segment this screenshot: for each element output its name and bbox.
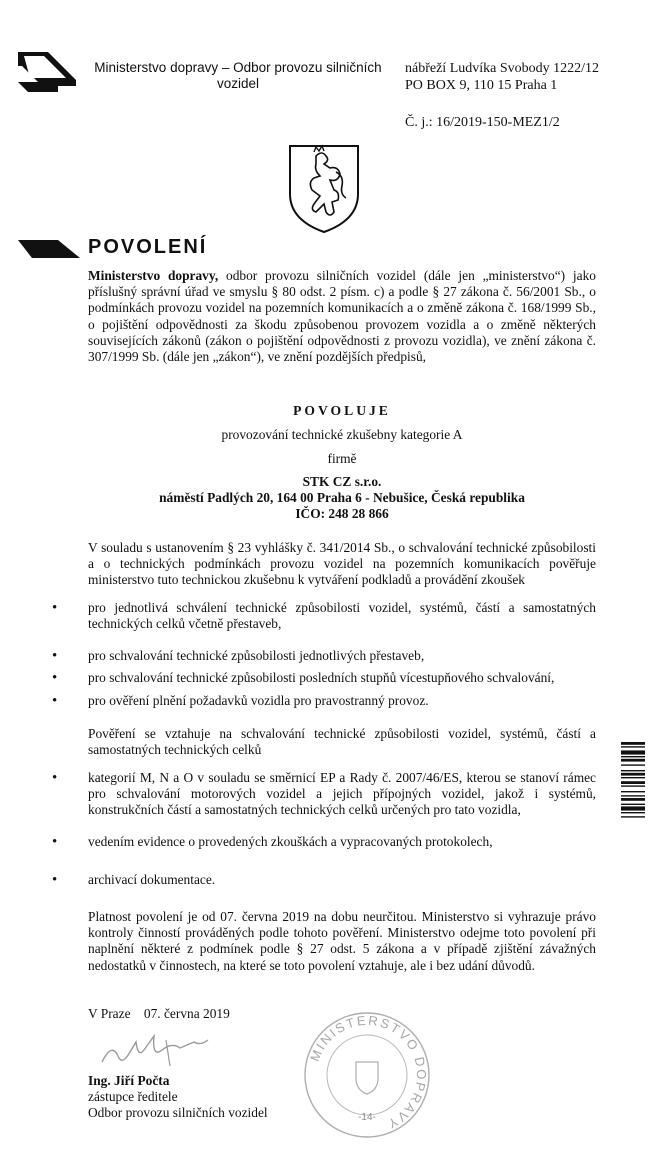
list-item — [52, 834, 596, 850]
barcode-bar — [621, 773, 645, 776]
bullet-icon: • — [52, 648, 58, 664]
barcode — [621, 742, 645, 840]
list-item — [52, 770, 596, 819]
firm-address: náměstí Padlých 20, 164 00 Praha 6 - Nebušice, Česká republika — [159, 490, 525, 505]
list-item-text: pro schvalování technické způsobilosti posledních stupňů vícestupňového schvalování, — [88, 670, 555, 685]
barcode-bar — [621, 795, 645, 796]
bullet-icon: • — [52, 770, 58, 786]
ministry-address — [405, 60, 599, 94]
address-line1: nábřeží Ludvíka Svobody 1222/12 — [405, 61, 600, 76]
intro-lead: Ministerstvo dopravy, — [88, 268, 219, 283]
barcode-bar — [621, 781, 645, 784]
ministry-name-line2: vozidel — [216, 76, 260, 91]
signatory-role: zástupce ředitele — [88, 1089, 178, 1104]
list-item-text: pro ověření plnění požadavků vozidla pro pravostranný provoz. — [88, 693, 429, 708]
list-item-text: pro schvalování technické způsobilosti jednotlivých přestaveb, — [88, 648, 425, 663]
signatory-name: Ing. Jiří Počta — [88, 1073, 170, 1088]
bullet-icon: • — [52, 834, 58, 850]
barcode-bar — [621, 812, 645, 813]
official-stamp — [300, 1008, 434, 1142]
signing-place-date: V Praze 07. června 2019 — [88, 1006, 230, 1021]
bullet-icon: • — [52, 600, 58, 616]
ministry-name — [88, 60, 388, 92]
list-item-text: kategorií M, N a O v souladu se směrnicí EP a Rady č. 2007/46/ES, kterou se stanoví rámec pro schvalování motorových vozidel a jejich přípojných vozidel, jakož i systémů, konstrukčních částí a samostatných technických celků určených pro tato vozidla, — [88, 770, 596, 818]
reference-number: Č. j.: 16/2019-150-MEZ1/2 — [405, 115, 560, 130]
barcode-bar — [621, 750, 645, 754]
barcode-bar — [621, 770, 645, 771]
firm-name: STK CZ s.r.o. — [302, 474, 382, 489]
bullet-icon: • — [52, 872, 58, 888]
signatory-department: Odbor provozu silničních vozidel — [88, 1105, 268, 1120]
list-item — [52, 670, 596, 686]
list-item — [52, 872, 596, 888]
barcode-bar — [621, 798, 645, 801]
list-item — [52, 693, 596, 709]
intro-paragraph — [88, 268, 596, 365]
barcode-bar — [621, 742, 645, 745]
barcode-bar — [621, 777, 645, 778]
barcode-bar — [621, 785, 645, 786]
list-item — [52, 600, 596, 632]
signature-image — [96, 1028, 246, 1072]
barcode-bar — [621, 806, 645, 810]
address-line2: PO BOX 9, 110 15 Praha 1 — [405, 78, 558, 93]
bullet-icon: • — [52, 670, 58, 686]
firm-ico: IČO: 248 28 866 — [295, 506, 389, 521]
list-item-text: pro jednotlivá schválení technické způsobilosti vozidel, systémů, částí a samostatných technických celků včetně přestaveb, — [88, 600, 596, 632]
list-item — [52, 648, 596, 664]
decision-verb: POVOLUJE — [293, 403, 391, 418]
firm-label: firmě — [327, 451, 357, 466]
ministry-name-line1: Ministerstvo dopravy – Odbor provozu silničních — [94, 60, 382, 75]
title-mark-icon — [18, 240, 80, 258]
stamp-text: MINISTERSTVO DOPRAVY — [307, 1012, 430, 1133]
list-item-text: archivací dokumentace. — [88, 872, 216, 887]
scope-intro: Pověření se vztahuje na schvalování technické způsobilosti vozidel, systémů, částí a samostatných technických celků — [88, 726, 596, 758]
barcode-bar — [621, 756, 645, 757]
list-item-text: vedením evidence o provedených zkouškách a vypracovaných protokolech, — [88, 834, 493, 849]
permit-object: provozování technické zkušebny kategorie A — [221, 427, 463, 442]
intro-body: odbor provozu silničních vozidel (dále jen „ministerstvo“) jako příslušný správní úřad ve smyslu § 80 odst. 2 písm. c) a podle § 27 zákona č. 56/2001 Sb., o podmínkách provozu vozidel na pozemních komunikacích a o změně zákona č. 168/1999 Sb., o pojištění odpovědnosti za škodu způsobenou provozem vozidla a o změně některých souvisejících zákonů (zákon o pojištění odpovědnosti z provozu vozidla), ve znění zákona č. 307/1999 Sb. (dále jen „zákon“), ve znění pozdějších předpisů, — [88, 268, 596, 365]
bullet-icon: • — [52, 693, 58, 709]
coat-of-arms-icon — [286, 142, 362, 234]
barcode-bar — [621, 746, 645, 747]
barcode-bar — [621, 804, 645, 805]
ministry-logo — [18, 52, 76, 92]
barcode-bar — [621, 816, 645, 817]
barcode-bar — [621, 759, 645, 762]
barcode-bar — [621, 791, 645, 792]
stamp-number: -14- — [358, 1112, 376, 1123]
document-title: POVOLENÍ — [88, 236, 208, 258]
validity-paragraph: Platnost povolení je od 07. června 2019 na dobu neurčitou. Ministerstvo si vyhrazuje právo kontroly činností prováděných podle tohoto pověření. Ministerstvo odejme toto povolení při naplnění některé z podmínek podle § 27 odst. 5 zákona a v případě zjištění závažných nedostatků v činnostech, na které se toto povolení vztahuje, ale i bez udání důvodů. — [88, 909, 596, 973]
delegation-intro: V souladu s ustanovením § 23 vyhlášky č. 341/2014 Sb., o schvalování technické způsobilosti a o technických podmínkách provozu vozidel na pozemních komunikacích pověřuje ministerstvo tuto technickou zkušebnu k vytváření podkladů a provádění zkoušek — [88, 540, 596, 588]
barcode-bar — [621, 764, 645, 765]
